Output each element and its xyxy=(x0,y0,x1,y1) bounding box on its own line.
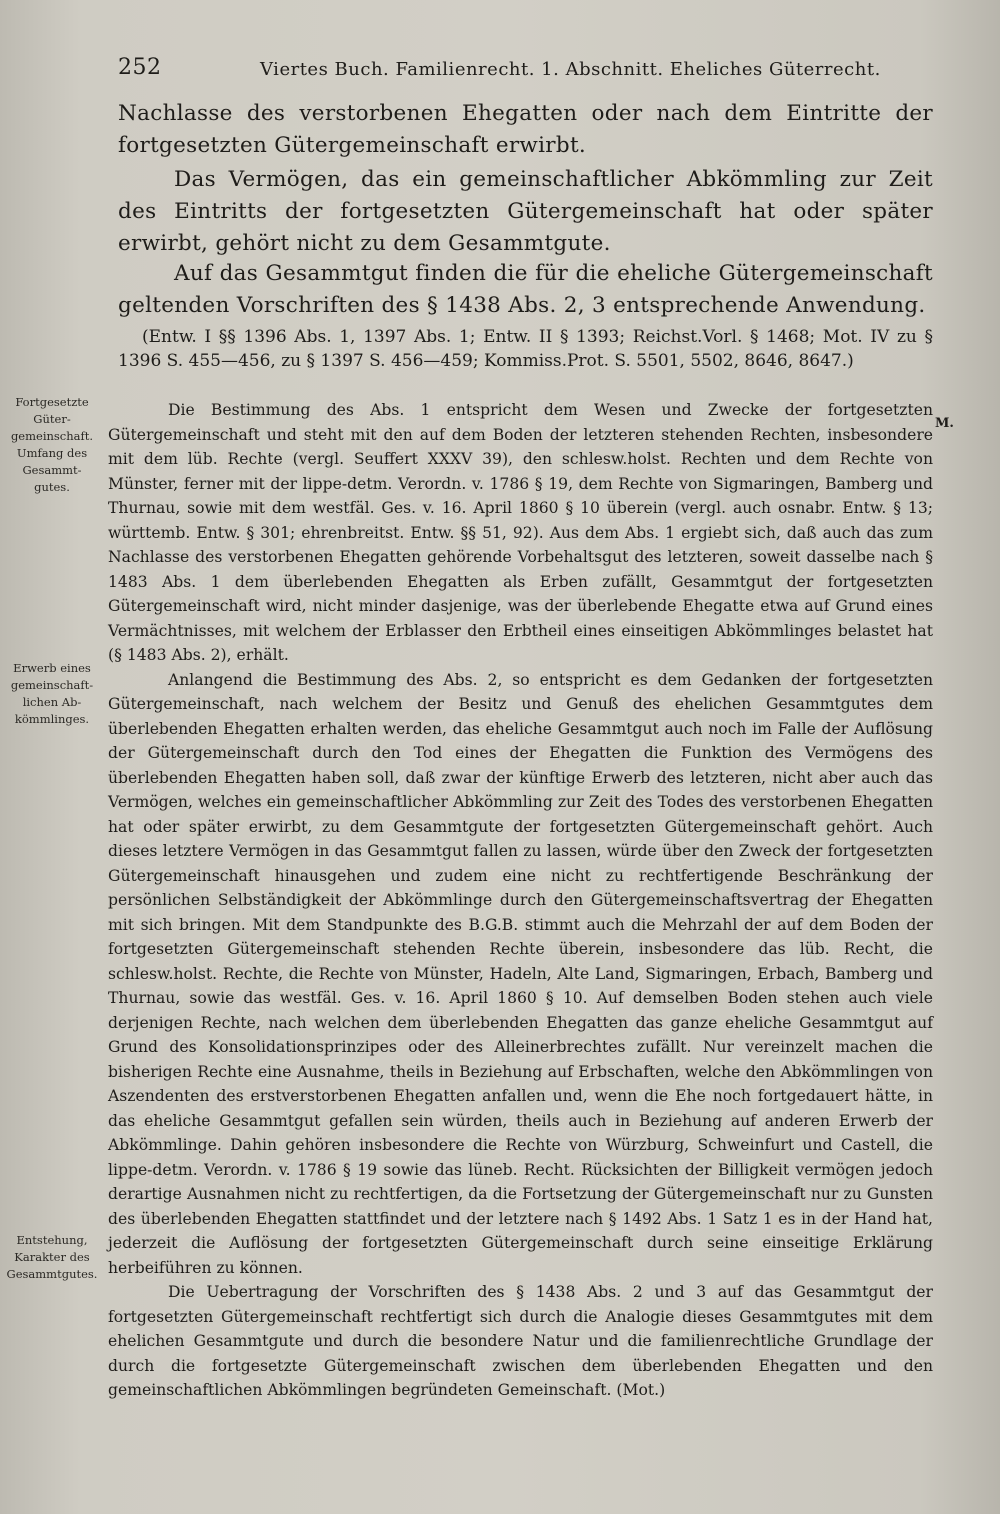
side-note-scope xyxy=(0,394,104,496)
law-paragraph-2: Das Vermögen, das ein gemeinschaftlicher Abkömmling zur Zeit des Eintritts der fortgesetzten Gütergemeinschaft hat oder später erwirbt, gehört nicht zu dem Gesammtgute. xyxy=(118,167,933,256)
law-paragraph-3: Auf das Gesammtgut finden die für die eheliche Gütergemeinschaft geltenden Vorschriften des § 1438 Abs. 2, 3 entsprechende Anwendung. xyxy=(118,261,933,318)
side-note-line: kömmlinges. xyxy=(14,712,90,726)
commentary-paragraph-3: Die Uebertragung der Vorschriften des § 1438 Abs. 2 und 3 auf das Gesammtgut der fortgesetzten Gütergemeinschaft rechtfertigt sich durch die Analogie dieses Gesammtgutes mit dem ehelichen Gesammtgute und durch die besondere Natur und die familienrechtliche Grundlage der durch die fortgesetzte Gütergemeinschaft zwischen dem überlebenden Ehegatten und den gemeinschaftlichen Abkömmlingen begründeten Gemeinschaft. (Mot.) xyxy=(108,1283,933,1399)
side-note-line: Gesammt- xyxy=(22,463,82,477)
page-number: 252 xyxy=(118,55,162,80)
side-note-line: Umfang des xyxy=(16,446,88,460)
side-note-acquisition xyxy=(0,660,104,728)
side-note-line: Erwerb eines xyxy=(13,661,91,675)
side-note-line: lichen Ab- xyxy=(22,695,82,709)
side-note-line: gemeinschaft- xyxy=(10,678,94,692)
commentary-paragraph-2: Anlangend die Bestimmung des Abs. 2, so entspricht es dem Gedanken der fortgesetzten Gütergemeinschaft, nach welchem der Besitz und Genuß des ehelichen Gesammtgutes dem überlebenden Ehegatten erhalten werden, das eheliche Gesammtgut auch noch im Falle der Auflösung der Gütergemeinschaft durch den Tod eines der Ehegatten die Funktion des Vermögens des überlebenden Ehegatten haben soll, daß zwar der künftige Erwerb des letzteren, nicht aber auch das Vermögen, welches ein gemeinschaftlicher Abkömmling zur Zeit des Todes des verstorbenen Ehegatten hat oder später erwirbt, zu dem Gesammtgute der fortgesetzten Gütergemeinschaft gehört. Auch dieses letztere Vermögen in das Gesammtgut fallen zu lassen, würde über den Zweck der fortgesetzten Gütergemeinschaft hinausgehen und zudem eine nicht zu rechtfertigende Beschränkung der persönlichen Selbständigkeit der Abkömmlinge durch den Gütergemeinschaftsvertrag der Ehegatten mit sich bringen. Mit dem Standpunkte des B.G.B. stimmt auch die Mehrzahl der auf dem Boden der fortgesetzten Gütergemeinschaft stehenden Rechte überein, insbesondere das lüb. Recht, die schlesw.holst. Rechte, die Rechte von Münster, Hadeln, Alte Land, Sigmaringen, Erbach, Bamberg und Thurnau, sowie das westfäl. Ges. v. 16. April 1860 § 10. Auf demselben Boden stehen auch viele derjenigen Rechte, nach welchen dem überlebenden Ehegatten das ganze eheliche Gesammtgut auf Grund des Konsolidationsprinzipes oder des Alleinerbrechtes zufällt. Nur vereinzelt machen die bisherigen Rechte eine Ausnahme, theils in Beziehung auf Erbschaften, welche den Abkömmlingen von Aszendenten des erstverstorbenen Ehegatten anfallen und, wenn die Ehe noch fortgedauert hätte, in das eheliche Gesammtgut gefallen sein würden, theils auch in Beziehung auf anderen Erwerb der Abkömmlinge. Dahin gehören insbesondere die Rechte von Würzburg, Schweinfurt und Castell, die lippe-detm. Verordn. v. 1786 § 19 sowie das lüneb. Recht. Rücksichten der Billigkeit vermögen jedoch derartige Ausnahmen nicht zu rechtfertigen, da die Fortsetzung der Gütergemeinschaft nur zu Gunsten des überlebenden Ehegatten stattfindet und der letztere nach § 1492 Abs. 1 Satz 1 es in der Hand hat, jederzeit die Auflösung der fortgesetzten Gütergemeinschaft durch seine einseitige Erklärung herbeiführen zu können. xyxy=(108,670,933,1277)
side-note-line: Gesammtgutes. xyxy=(6,1267,98,1281)
side-note-origin xyxy=(0,1232,104,1283)
side-note-line: gutes. xyxy=(34,480,70,494)
side-note-line: Güter- xyxy=(33,412,71,426)
commentary xyxy=(108,398,933,1403)
commentary-paragraph-1: Die Bestimmung des Abs. 1 entspricht dem Wesen und Zwecke der fortgesetzten Gütergemeinschaft und steht mit den auf dem Boden der letzteren stehenden Rechten, insbesondere mit dem lüb. Rechte (vergl. Seuffert XXXV 39), den schlesw.holst. Rechten und dem Rechte von Münster, ferner mit der lippe-detm. Verordn. v. 1786 § 19, dem Rechte von Sigmaringen, Bamberg und Thurnau, sowie mit dem westfäl. Ges. v. 16. April 1860 § 10 überein (vergl. auch osnabr. Entw. § 13; württemb. Entw. § 301; ehrenbreitst. Entw. §§ 51, 92). Aus dem Abs. 1 ergiebt sich, daß auch das zum Nachlasse des verstorbenen Ehegatten gehörende Vorbehaltsgut des letzteren, soweit dasselbe nach § 1483 Abs. 1 dem überlebenden Ehegatten als Erben zufällt, Gesammtgut der fortgesetzten Gütergemeinschaft wird, nicht minder dasjenige, was der überlebende Ehegatte etwa auf Grund eines Vermächtnisses, mit welchem der Erblasser den Erbtheil eines einseitigen Abkömmlinges belastet hat (§ 1483 Abs. 2), erhält. xyxy=(108,401,933,664)
side-note-line: gemeinschaft. xyxy=(10,429,94,443)
page-header xyxy=(118,55,938,89)
side-note-line: Fortgesetzte xyxy=(15,395,89,409)
running-title: Viertes Buch. Familienrecht. 1. Abschnitt. Eheliches Güterrecht. xyxy=(260,59,881,80)
law-paragraph-1: Nachlasse des verstorbenen Ehegatten oder nach dem Eintritte der fortgesetzten Gütergemeinschaft erwirbt. xyxy=(118,101,933,158)
legislative-references: (Entw. I §§ 1396 Abs. 1, 1397 Abs. 1; Entw. II § 1393; Reichst.Vorl. § 1468; Mot. IV zu § 1396 S. 455—456, zu § 1397 S. 456—459; Kommiss.Prot. S. 5501, 5502, 8646, 8647.) xyxy=(118,327,933,371)
margin-mark: M. xyxy=(935,416,954,431)
side-note-line: Entstehung, xyxy=(16,1233,88,1247)
side-note-line: Karakter des xyxy=(14,1250,90,1264)
